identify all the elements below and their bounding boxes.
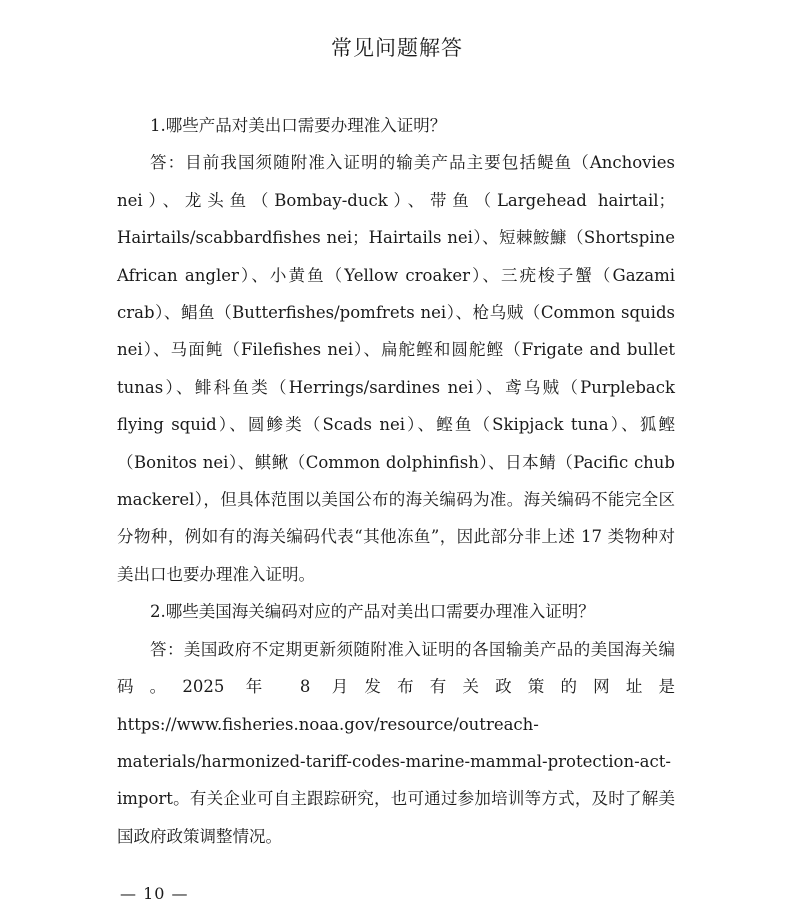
question-1: 1.哪些产品对美出口需要办理准入证明？ (150, 116, 447, 135)
answer-1: 答：目前我国须随附准入证明的输美产品主要包括鳀鱼（Anchovies nei）、龙头鱼（Bombay-duck）、带鱼（Largehead hairtail；Hairtails/scabbardfishes nei；Hairtails nei）、短棘鮟鱇（Shortspine African angler）、小黄鱼（Yellow croaker）、三疣梭子蟹（Gazami crab）、鲳鱼（Butterfishes/pomfrets nei）、枪乌贼（Common squids nei）、马面鲀（Filefishes nei）、扁舵鲣和圆舵鲣（Frigate and bullet tunas）、鲱科鱼类（Herrings/sardines nei）、鸢乌贼（Purpleback flying squid）、圆鲹类（Scads nei）、鲣鱼（Skipjack tuna）、狐鲣（Bonitos nei）、鲯鳅（Common dolphinfish）、日本鲭（Pacific chub mackerel），但具体范围以美国公布的海关编码为准。海关编码不能完全区分物种，例如有的海关编码代表“其他冻鱼”，因此部分非上述 17 类物种对美出口也要办理准入证明。 (117, 153, 675, 584)
question-2: 2.哪些美国海关编码对应的产品对美出口需要办理准入证明？ (150, 602, 595, 622)
page-title: 常见问题解答 (331, 36, 463, 60)
page-number: — 10 — (120, 884, 189, 903)
answer-2: 答：美国政府不定期更新须随附准入证明的各国输美产品的美国海关编码。2025 年 8 月发布有关政策的网址是 https://www.fisheries.noaa.gov/resource/outreach-materials/harmonized-tariff-codes-marine-mammal-protection-act-import。有关企业可自主跟踪研究，也可通过参加培训等方式，及时了解美国政府政策调整情况。 (117, 639, 675, 846)
document-body (117, 107, 675, 855)
